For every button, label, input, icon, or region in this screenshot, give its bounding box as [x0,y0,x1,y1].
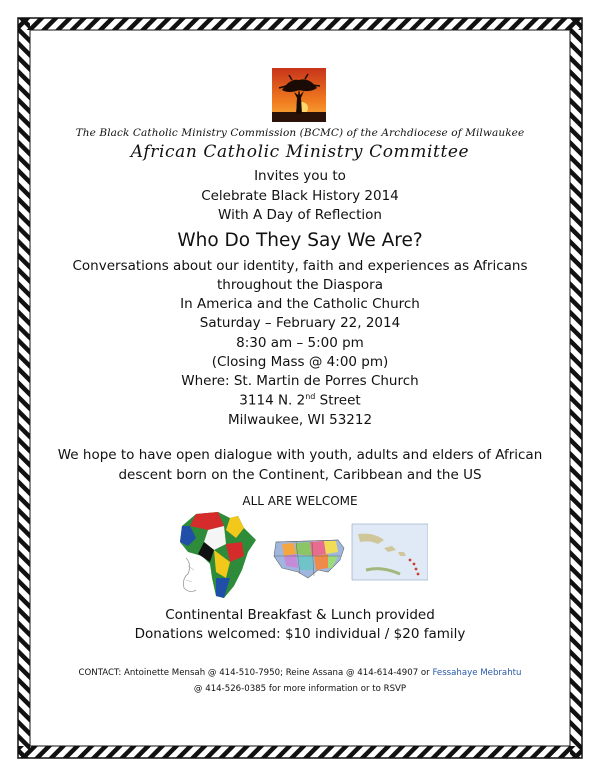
event-headline: Who Do They Say We Are? [177,230,423,251]
description-line-3: In America and the Catholic Church [180,296,420,312]
city-line: Milwaukee, WI 53212 [227,412,373,428]
description-line-2: throughout the Diaspora [217,277,383,293]
reflection-text: With A Day of Reflection [218,207,382,223]
baobab-tree-sunset-logo [272,68,326,122]
invites-text: Invites you to [254,168,346,184]
event-date: Saturday – February 22, 2014 [199,315,401,331]
contact-link[interactable]: Fessahaye Mebrahtu [432,668,522,678]
flyer-content [46,48,554,728]
caribbean-map [352,524,428,580]
welcome-text: ALL ARE WELCOME [242,494,358,508]
street-number: 3114 N. 2 [239,392,306,409]
description-line-1: Conversations about our identity, faith and experiences as Africans [72,258,528,274]
street-name: Street [315,392,361,409]
dialogue-line-2: descent born on the Continent, Caribbean and the US [118,467,482,483]
celebrate-text: Celebrate Black History 2014 [201,188,399,204]
event-time: 8:30 am – 5:00 pm [236,335,364,351]
street-address [46,392,554,409]
usa-map [274,540,344,578]
closing-mass: (Closing Mass @ 4:00 pm) [211,354,389,370]
commission-name: The Black Catholic Ministry Commission (BCMC) of the Archdiocese of Milwaukee [75,127,525,139]
donations-text: Donations welcomed: $10 individual / $20 family [134,626,466,642]
contact-line-2: @ 414-526-0385 for more information or to RSVP [193,684,407,694]
food-provided: Continental Breakfast & Lunch provided [165,607,435,623]
contact-line-1 [46,668,554,678]
africa-flags-map [180,512,256,598]
dialogue-line-1: We hope to have open dialogue with youth, adults and elders of African [57,447,543,463]
diaspora-maps [178,512,428,602]
event-location: Where: St. Martin de Porres Church [181,373,419,389]
contact-prefix: CONTACT: Antoinette Mensah @ 414-510-7950; Reine Assana @ 414-614-4907 or [78,668,433,678]
street-ordinal: nd [305,392,316,401]
committee-name: African Catholic Ministry Committee [130,142,470,162]
